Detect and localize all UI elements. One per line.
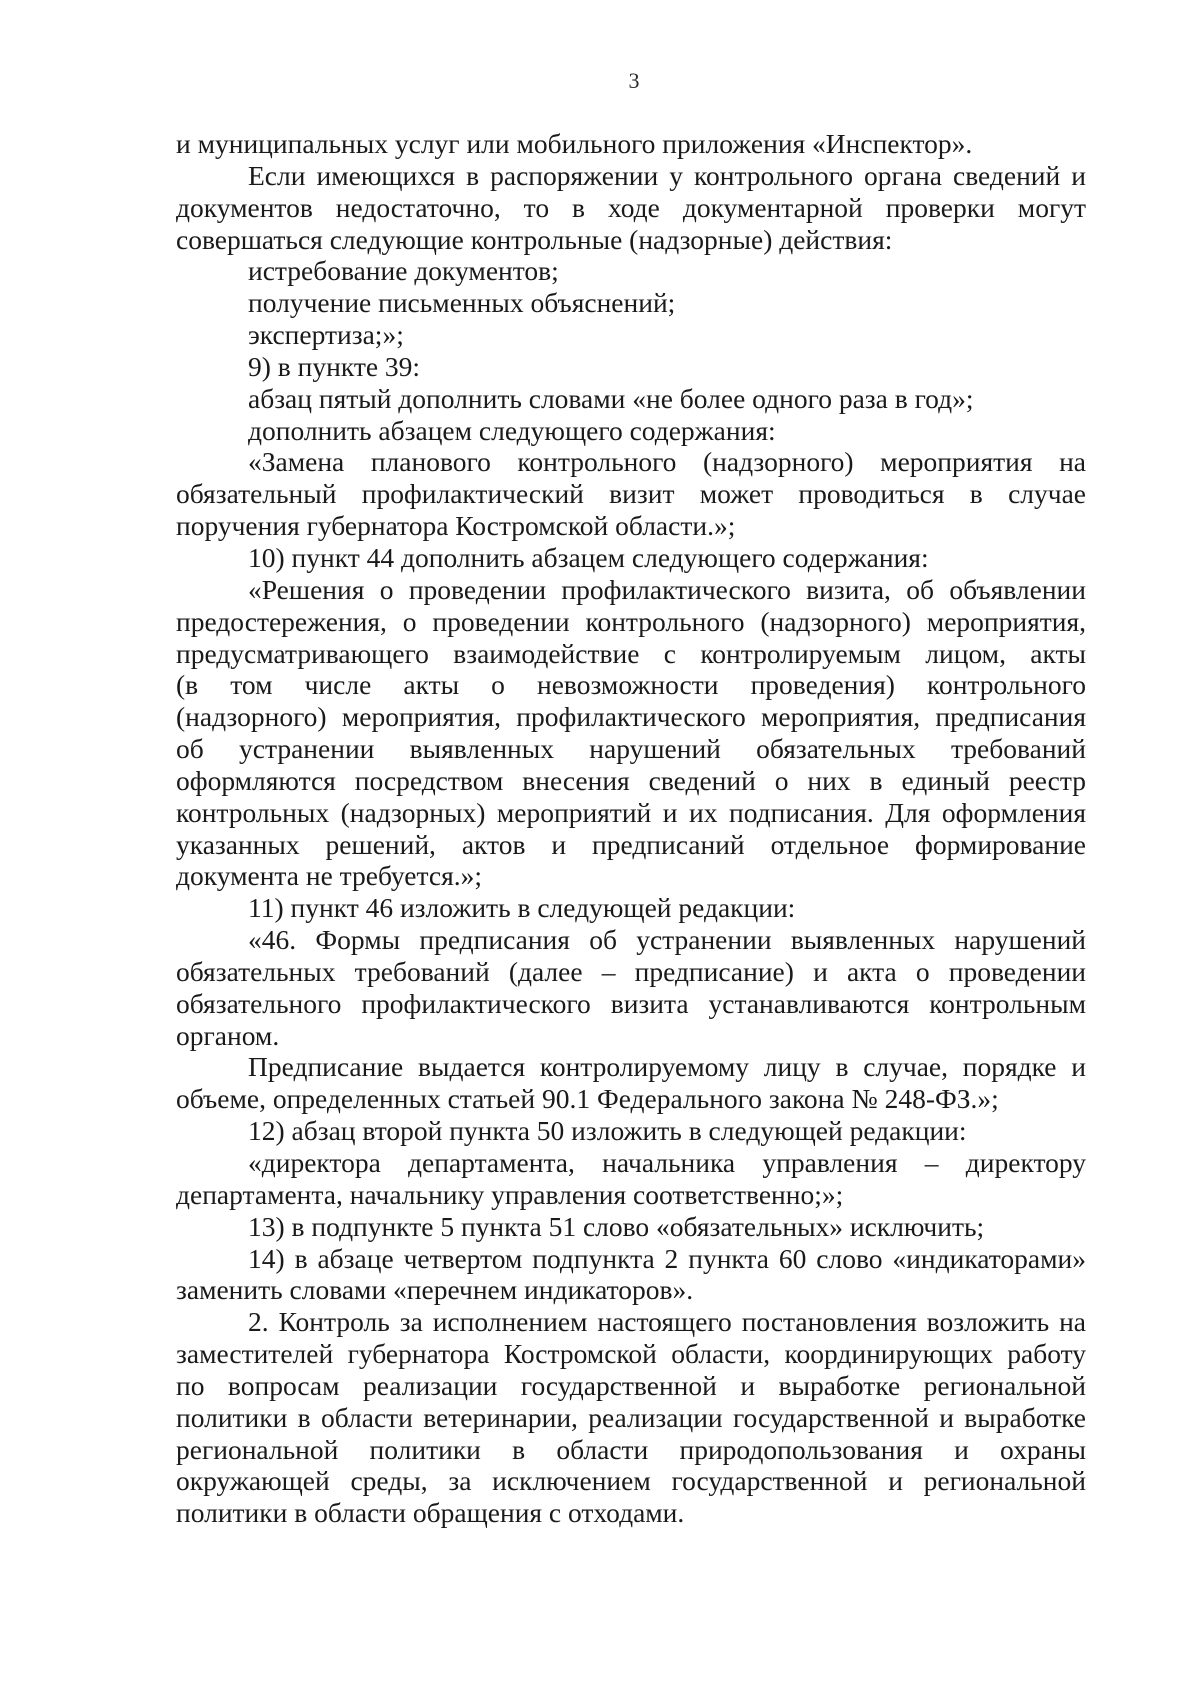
text-line: предусматривающего взаимодействие с контролируемым лицом, акты: [176, 637, 1086, 669]
text-line: обязательного профилактического визита устанавливаются контрольным: [176, 987, 1086, 1019]
text-line: дополнить абзацем следующего содержания:: [248, 414, 776, 446]
text-line: предостережения, о проведении контрольного (надзорного) мероприятия,: [176, 605, 1086, 637]
text-line: заменить словами «перечнем индикаторов».: [176, 1274, 694, 1306]
text-line: 11) пункт 46 изложить в следующей редакции:: [248, 892, 796, 924]
text-line: обязательных требований (далее – предписание) и акта о проведении: [176, 955, 1086, 987]
text-line: и муниципальных услуг или мобильного приложения «Инспектор».: [176, 128, 973, 159]
text-line: экспертиза;»;: [248, 319, 404, 351]
text-line: контрольных (надзорных) мероприятий и их подписания. Для оформления: [176, 796, 1086, 828]
text-line: истребование документов;: [248, 255, 559, 287]
text-line: региональной политики в области природопользования и охраны: [176, 1433, 1086, 1465]
text-line: «Решения о проведении профилактического визита, об объявлении: [248, 573, 1086, 605]
text-line: оформляются посредством внесения сведений о них в единый реестр: [176, 764, 1086, 796]
text-line: 10) пункт 44 дополнить абзацем следующего содержания:: [248, 541, 929, 573]
text-line: «46. Формы предписания об устранении выявленных нарушений: [248, 924, 1086, 956]
text-line: 12) абзац второй пункта 50 изложить в следующей редакции:: [248, 1115, 967, 1147]
document-body: [176, 128, 1086, 1529]
text-line: (в том числе акты о невозможности проведения) контрольного: [176, 669, 1086, 701]
text-line: Предписание выдается контролируемому лицу в случае, порядке и: [248, 1051, 1086, 1083]
text-line: поручения губернатора Костромской области.»;: [176, 510, 736, 542]
text-line: заместителей губернатора Костромской области, координирующих работу: [176, 1338, 1086, 1370]
text-line: совершаться следующие контрольные (надзорные) действия:: [176, 223, 893, 255]
text-line: окружающей среды, за исключением государственной и региональной: [176, 1465, 1086, 1497]
text-line: 2. Контроль за исполнением настоящего постановления возложить на: [248, 1306, 1086, 1338]
text-line: абзац пятый дополнить словами «не более одного раза в год»;: [248, 382, 974, 414]
text-line: «Замена планового контрольного (надзорного) мероприятия на: [248, 446, 1086, 478]
text-line: Если имеющихся в распоряжении у контрольного органа сведений и: [248, 159, 1086, 191]
text-line: документа не требуется.»;: [176, 860, 482, 892]
text-line: (надзорного) мероприятия, профилактического мероприятия, предписания: [176, 701, 1086, 733]
text-line: 14) в абзаце четвертом подпункта 2 пункта 60 слово «индикаторами»: [248, 1242, 1086, 1274]
text-line: документов недостаточно, то в ходе документарной проверки могут: [176, 191, 1086, 223]
page-number: 3: [628, 68, 640, 93]
text-line: об устранении выявленных нарушений обязательных требований: [176, 733, 1086, 765]
text-line: обязательный профилактический визит может проводиться в случае: [176, 478, 1086, 510]
text-line: политики в области обращения с отходами.: [176, 1497, 685, 1529]
text-line: «директора департамента, начальника управления – директору: [248, 1147, 1086, 1178]
text-line: 9) в пункте 39:: [248, 350, 421, 382]
text-line: объеме, определенных статьей 90.1 Федерального закона № 248-ФЗ.»;: [176, 1083, 999, 1115]
text-line: указанных решений, актов и предписаний отдельное формирование: [176, 828, 1086, 860]
text-line: департамента, начальнику управления соответственно;»;: [176, 1178, 844, 1210]
text-line: 13) в подпункте 5 пункта 51 слово «обязательных» исключить;: [248, 1210, 985, 1242]
text-line: политики в области ветеринарии, реализации государственной и выработке: [176, 1401, 1086, 1433]
text-line: по вопросам реализации государственной и выработке региональной: [176, 1369, 1086, 1401]
text-line: получение письменных объяснений;: [248, 287, 676, 319]
text-line: органом.: [176, 1019, 280, 1051]
